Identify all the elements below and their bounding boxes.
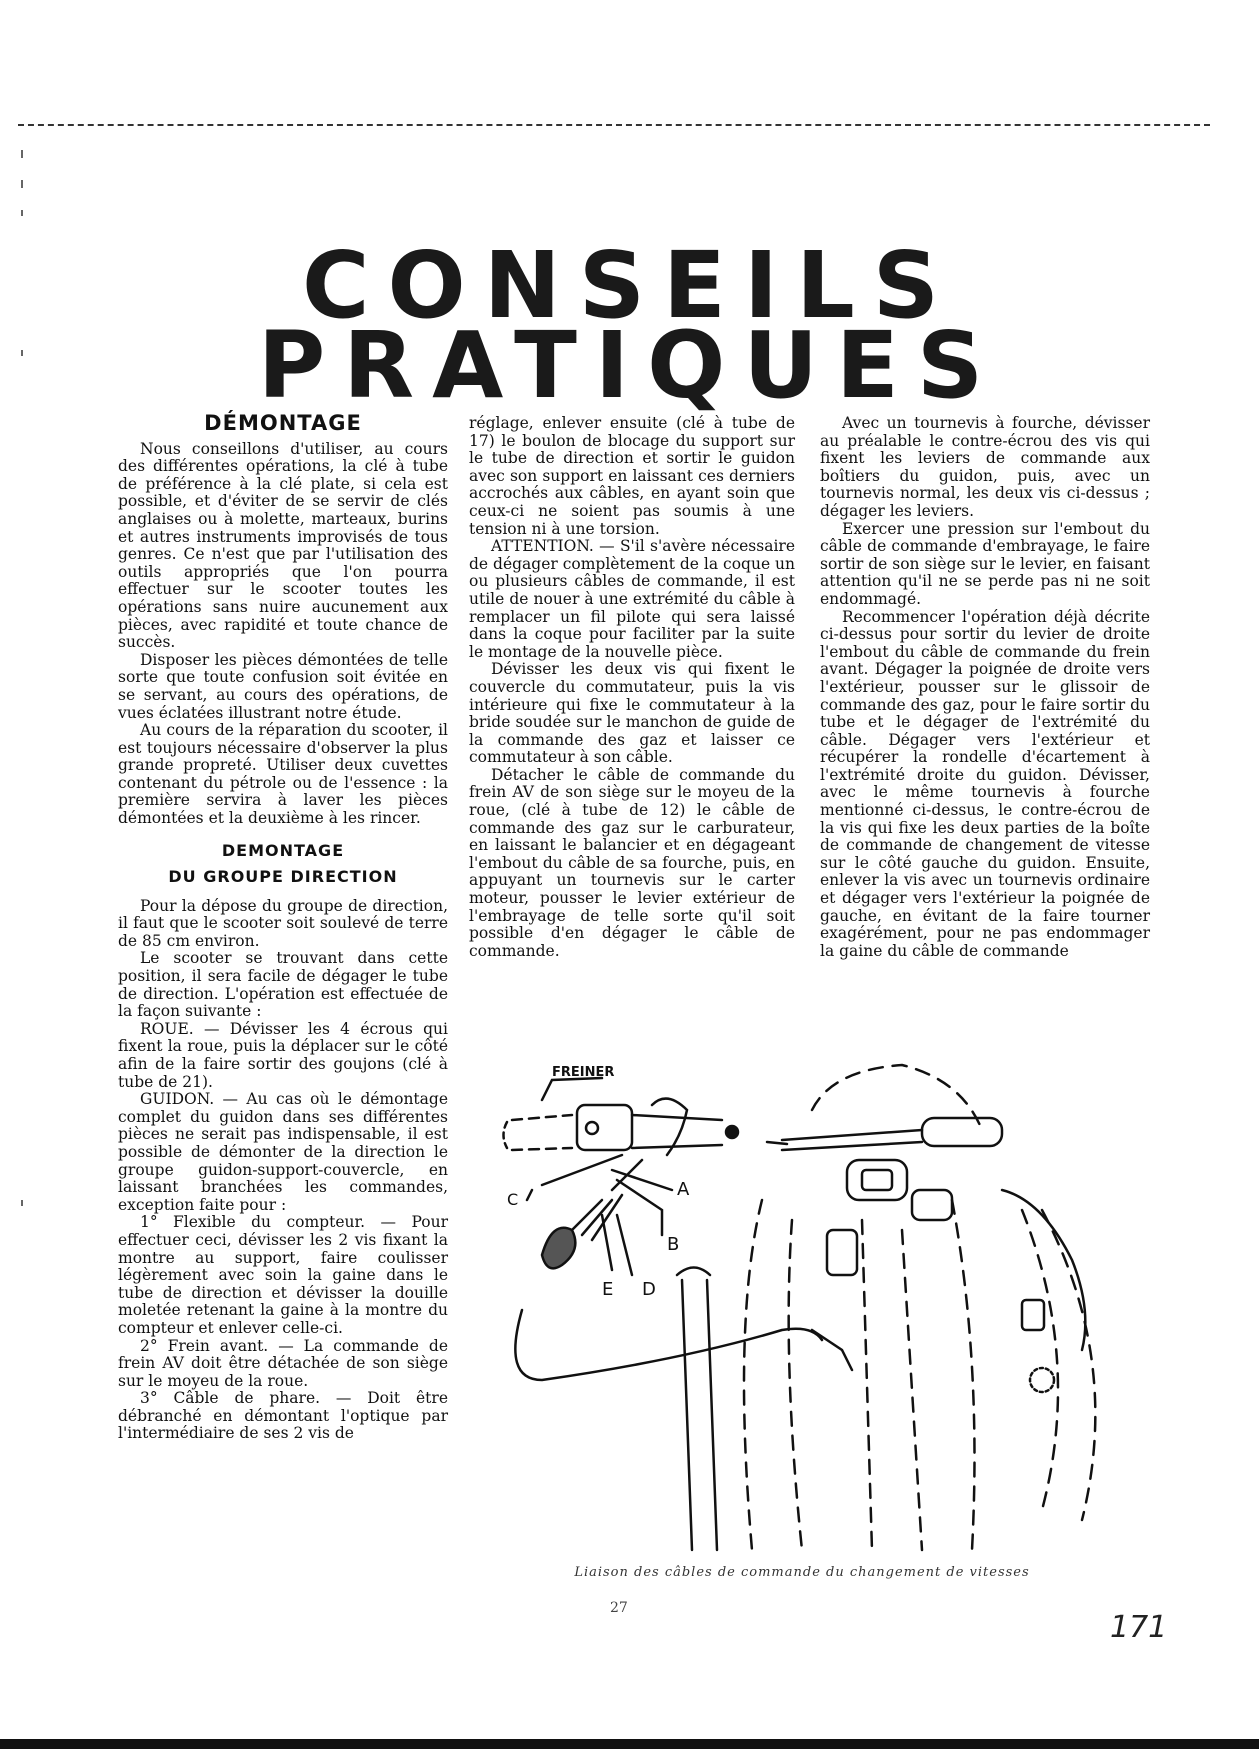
label-c: C xyxy=(507,1190,519,1209)
paragraph: Exercer une pression sur l'embout du câble de commande d'embrayage, le faire sortir de son siège sur le levier, en faisant attention qu'il ne se perde pas ni ne soit endommagé. xyxy=(820,519,1150,608)
column-3 xyxy=(820,415,1150,960)
paragraph: Nous conseillons d'utiliser, au cours des différentes opérations, la clé à tube de préférence à la clé plate, si cela est possible, et d'éviter de se servir de clés anglaises ou à molette, marteaux, burins et autres instruments improvisés de tous genres. Ce n'est que par l'utilisation des outils appropriés que l'on pourra effectuer sur le scooter toutes les opérations sans nuire aucunement aux pièces, avec rapidité et toute chance de succès. xyxy=(118,439,448,652)
paragraph: Recommencer l'opération déjà décrite ci-dessus pour sortir du levier de droite l'embout du câble de commande du frein avant. Dégager la poignée de droite vers l'extérieur, pousser sur le glissoir de commande des gaz, pour le faire sortir du tube et le dégager de l'extrémité du câble. Dégager vers l'extérieur et récupérer la rondelle d'écartement à l'extrémité droite du guidon. Dévisser, avec le même tournevis à fourche mentionné ci-dessus, le contre-écrou de la vis qui fixe les deux parties de la boîte de commande de changement de vitesse sur le côté gauche du guidon. Ensuite, enlever la vis avec un tournevis ordinaire et dégager vers l'extérieur la poignée de gauche, en évitant de la faire tourner exagérément, pour ne pas endommager la gaine du câble de commande xyxy=(820,607,1151,960)
paragraph: GUIDON. — Au cas où le démontage complet du guidon dans ses différentes pièces ne serait pas indispensable, il est possible de démonter de la direction le groupe guidon-support-couvercle, en laissant branchées les commandes, exception faite pour : xyxy=(118,1090,448,1214)
label-e: E xyxy=(602,1279,614,1300)
column-2 xyxy=(469,415,795,960)
paragraph: ATTENTION. — S'il s'avère nécessaire de dégager complètement de la coque un ou plusieurs câbles de commande, il est utile de nouer à une extrémité du câble à remplacer un fil pilote qui sera laissé dans la coque pour faciliter par la suite le montage de la nouvelle pièce. xyxy=(469,537,796,661)
paragraph: Le scooter se trouvant dans cette position, il sera facile de dégager le tube de direction. L'opération est effectuée de la façon suivante : xyxy=(118,949,448,1021)
page-number: 27 xyxy=(610,1600,628,1616)
subsection-heading-1: DEMONTAGE xyxy=(221,840,345,860)
label-d: D xyxy=(642,1279,656,1300)
column-1 xyxy=(118,411,448,1443)
label-b: B xyxy=(667,1234,680,1255)
handwritten-page-number: 171 xyxy=(1110,1610,1168,1645)
paragraph: réglage, enlever ensuite (clé à tube de 17) le boulon de blocage du support sur le tube de direction et sortir le guidon avec son support en laissant ces derniers accrochés aux câbles, en ayant soin que ceux-ci ne soient pas soumis à une tension ni à une torsion. xyxy=(469,414,795,538)
top-dashed-rule xyxy=(18,124,1210,126)
paragraph: Disposer les pièces démontées de telle sorte que toute confusion soit évitée en se servant, au cours des opérations, de vues éclatées illustrant notre étude. xyxy=(118,650,448,722)
section-heading: DÉMONTAGE xyxy=(204,411,362,435)
paragraph: Pour la dépose du groupe de direction, il faut que le scooter soit soulevé de terre de 85 cm environ. xyxy=(118,896,448,950)
label-a: A xyxy=(677,1179,690,1200)
label-freiner: FREINER xyxy=(552,1065,615,1080)
paragraph: Détacher le câble de commande du frein AV de son siège sur le moyeu de la roue, (clé à tube de 12) le câble de commande des gaz sur le carburateur, en laissant le balancier et en dégageant l'embout du câble de sa fourche, puis, en appuyant un tournevis sur le carter moteur, pousser le levier extérieur de l'embrayage de telle sorte qu'il soit possible d'en dégager le câble de commande. xyxy=(469,765,795,960)
paragraph: 3° Câble de phare. — Doit être débranché en démontant l'optique par l'intermédiaire de ses 2 vis de xyxy=(118,1389,448,1443)
page-title-line2: PRATIQUES xyxy=(257,312,1002,419)
figure-caption: Liaison des câbles de commande du changement de vitesses xyxy=(574,1565,1030,1580)
paragraph: Dévisser les deux vis qui fixent le couvercle du commutateur, puis la vis intérieure qui fixe le commutateur à la bride soudée sur le manchon de guide de la commande des gaz et laisser ce commutateur à son câble. xyxy=(469,660,795,767)
paragraph: Avec un tournevis à fourche, dévisser au préalable le contre-écrou des vis qui fixent les leviers de commande aux boîtiers du guidon, puis, avec un tournevis normal, les deux vis ci-dessus ; dégager les leviers. xyxy=(820,414,1150,520)
cable-diagram xyxy=(482,1060,1122,1560)
paragraph: 1° Flexible du compteur. — Pour effectuer ceci, dévisser les 2 vis fixant la montre au support, faire coulisser légèrement avec soin la gaine dans le tube de direction et dévisser la douille moletée retenant la gaine à la montre du compteur et enlever celle-ci. xyxy=(118,1213,448,1337)
page-title-line1: CONSEILS xyxy=(302,232,957,339)
subsection-heading-2: DU GROUPE DIRECTION xyxy=(168,866,398,886)
paragraph: ROUE. — Dévisser les 4 écrous qui fixent la roue, puis la déplacer sur le côté afin de la faire sortir des goujons (clé à tube de 21). xyxy=(118,1019,448,1091)
paragraph: Au cours de la réparation du scooter, il est toujours nécessaire d'observer la plus grande propreté. Utiliser deux cuvettes contenant du pétrole ou de l'essence : la première servira à laver les pièces démontées et la deuxième à les rincer. xyxy=(118,721,448,828)
paragraph: 2° Frein avant. — La commande de frein AV doit être détachée de son siège sur le moyeu de la roue. xyxy=(118,1336,448,1390)
bottom-scan-edge xyxy=(0,1739,1259,1749)
